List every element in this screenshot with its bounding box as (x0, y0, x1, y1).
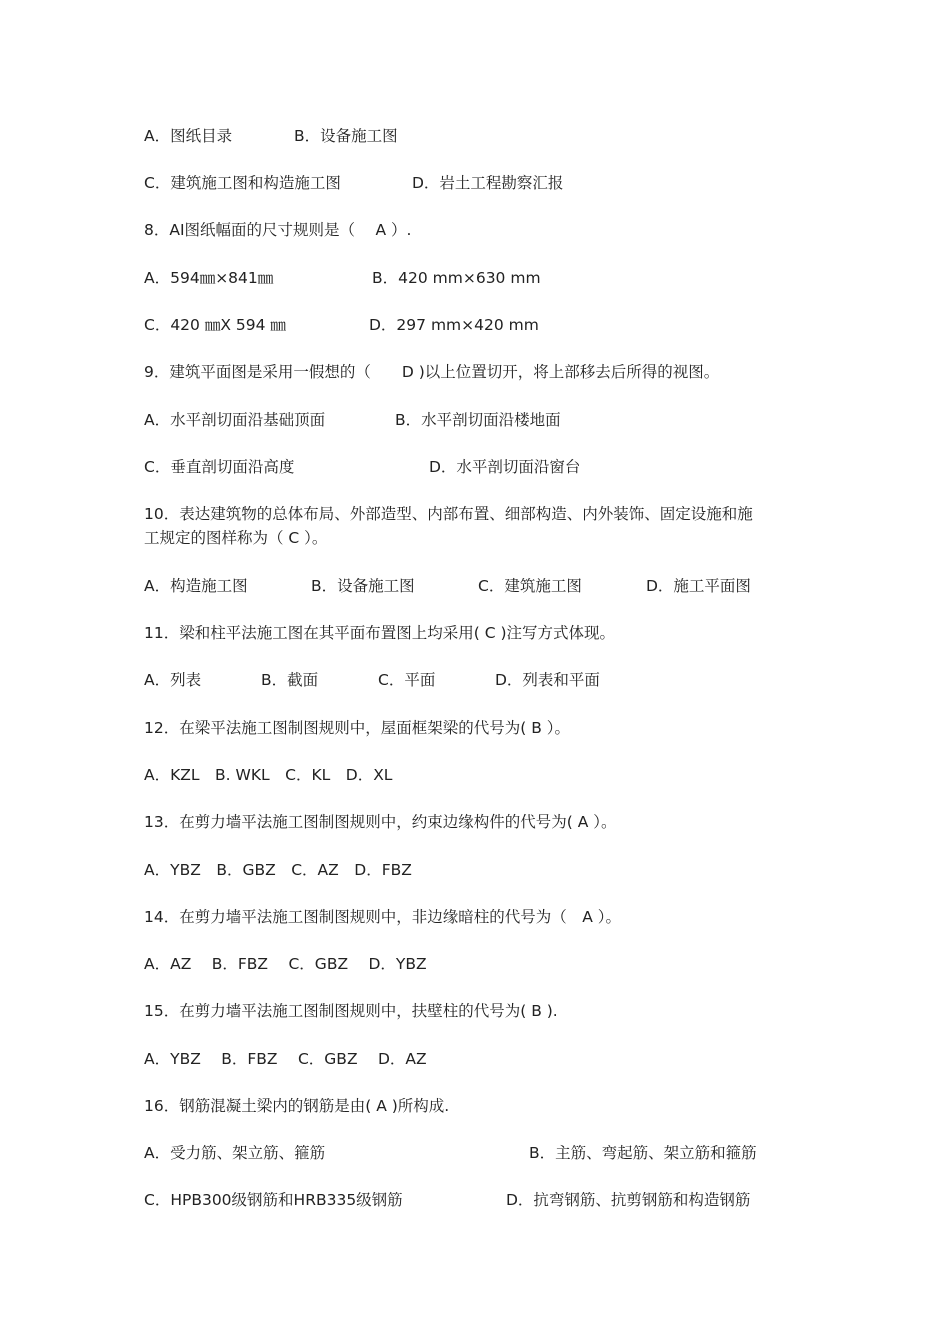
options-row-q14: A．AZ B．FBZ C．GBZ D．YBZ (144, 955, 427, 973)
question-8: 8．AI图纸幅面的尺寸规则是（ A ）. (144, 221, 412, 239)
option-a: A．水平剖切面沿基础顶面 (144, 411, 326, 429)
options-row-q12: A．KZL B. WKL C．KL D．XL (144, 766, 393, 784)
question-10-line-2: 工规定的图样称为（ C ）。 (144, 529, 328, 547)
option-d: D．列表和平面 (495, 671, 600, 689)
option-a: A．图纸目录 (144, 127, 233, 145)
option-a: A．594㎜×841㎜ (144, 269, 274, 287)
option-d: D．水平剖切面沿窗台 (429, 458, 581, 476)
question-11: 11．梁和柱平法施工图在其平面布置图上均采用( C )注写方式体现。 (144, 624, 615, 642)
options-row-q13: A．YBZ B．GBZ C．AZ D．FBZ (144, 861, 412, 879)
option-b: B．水平剖切面沿楼地面 (395, 411, 561, 429)
option-c: C．建筑施工图 (478, 577, 582, 595)
question-15: 15．在剪力墙平法施工图制图规则中，扶壁柱的代号为( B ). (144, 1002, 558, 1020)
option-c: C．平面 (378, 671, 436, 689)
options-row-q15: A．YBZ B．FBZ C．GBZ D．AZ (144, 1050, 427, 1068)
option-c: C．建筑施工图和构造施工图 (144, 174, 341, 192)
option-d: D．抗弯钢筋、抗剪钢筋和构造钢筋 (506, 1191, 751, 1209)
option-d: D．岩土工程勘察汇报 (412, 174, 564, 192)
option-b: B．420 mm×630 mm (372, 269, 541, 287)
option-b: B．设备施工图 (294, 127, 398, 145)
question-10-line-1: 10．表达建筑物的总体布局、外部造型、内部布置、细部构造、内外装饰、固定设施和施 (144, 505, 753, 523)
question-9: 9．建筑平面图是采用一假想的（ D )以上位置切开，将上部移去后所得的视图。 (144, 363, 720, 381)
option-c: C．HPB300级钢筋和HRB335级钢筋 (144, 1191, 403, 1209)
option-a: A．构造施工图 (144, 577, 248, 595)
question-12: 12．在梁平法施工图制图规则中，屋面框架梁的代号为( B ）。 (144, 719, 571, 737)
question-16: 16．钢筋混凝土梁内的钢筋是由( A )所构成. (144, 1097, 450, 1115)
question-10 (144, 502, 814, 550)
option-d: D．297 mm×420 mm (369, 316, 539, 334)
option-b: B．截面 (261, 671, 319, 689)
option-c: C．420 ㎜X 594 ㎜ (144, 316, 286, 334)
option-a: A．受力筋、架立筋、箍筋 (144, 1144, 326, 1162)
question-14: 14．在剪力墙平法施工图制图规则中，非边缘暗柱的代号为（ A ）。 (144, 908, 622, 926)
question-13: 13．在剪力墙平法施工图制图规则中，约束边缘构件的代号为( A ）。 (144, 813, 617, 831)
option-a: A．列表 (144, 671, 202, 689)
option-d: D．施工平面图 (646, 577, 751, 595)
option-c: C．垂直剖切面沿高度 (144, 458, 295, 476)
option-b: B．设备施工图 (311, 577, 415, 595)
option-b: B．主筋、弯起筋、架立筋和箍筋 (529, 1144, 757, 1162)
